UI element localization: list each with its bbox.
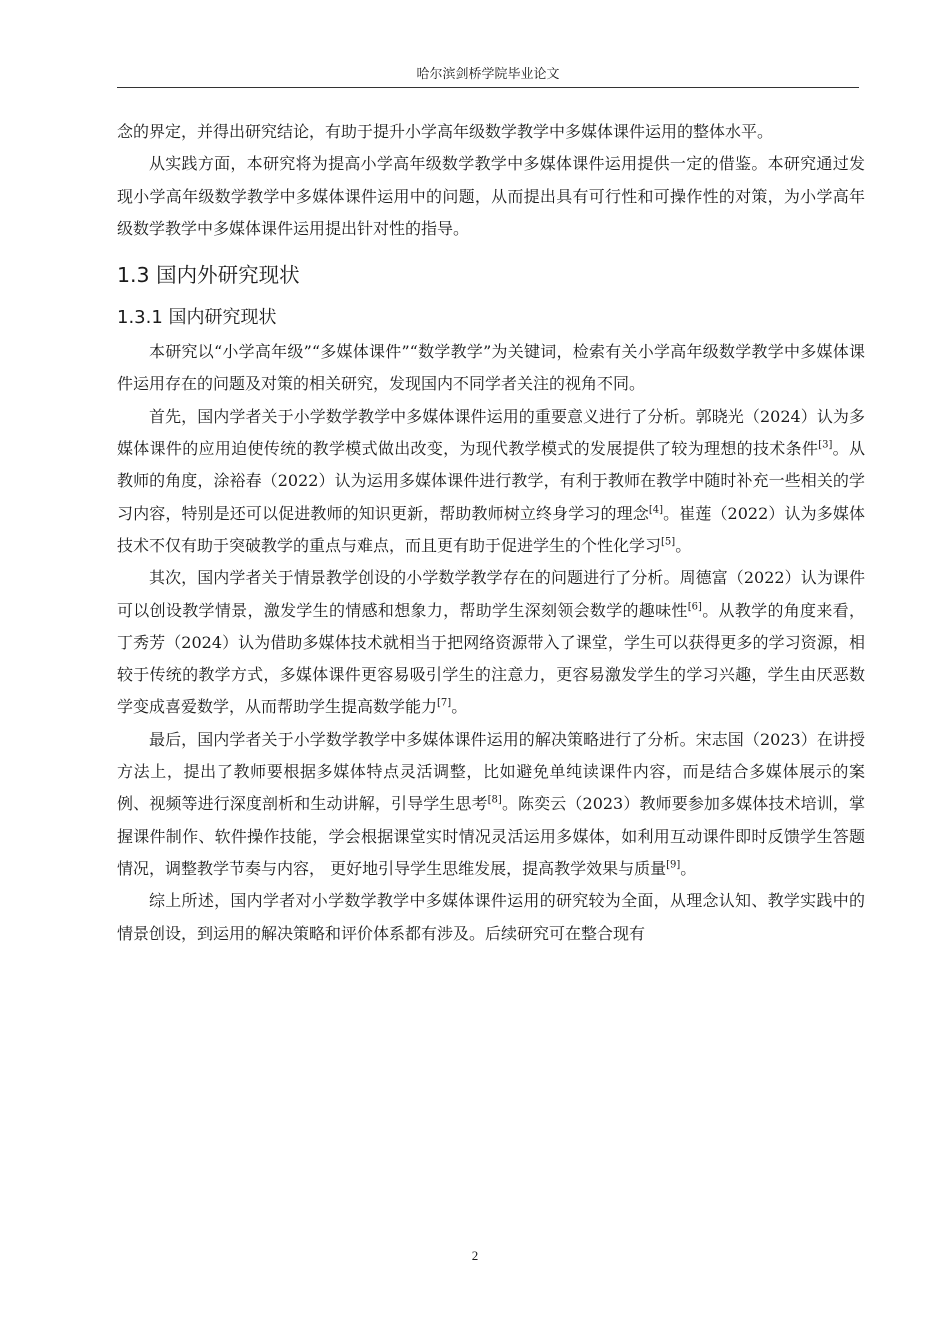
citation-marker: [6] (687, 601, 702, 613)
page-number: 2 (471, 1248, 479, 1263)
text-run: 。 (675, 535, 692, 555)
paragraph (117, 724, 865, 885)
citation-marker: [4] (648, 504, 663, 516)
text-run: 。陈奕云（2023）教师要参加多媒体技术培训，掌握课件制作、软件操作技能，学会根据课堂实时情况灵活运用多媒体，如利用互动课件即时反馈学生答题情况，调整教学节奏与内容， 更好地引导学生思维发展，提高教学效果与质量 (117, 794, 865, 878)
paragraph (117, 401, 865, 562)
paragraph (117, 116, 865, 148)
text-run: 念的界定，并得出研究结论，有助于提升小学高年级数学教学中多媒体课件运用的整体水平。 (117, 122, 774, 141)
citation-marker: [7] (437, 698, 452, 710)
text-run: 从实践方面，本研究将为提高小学高年级数学教学中多媒体课件运用提供一定的借鉴。本研究通过发现小学高年级数学教学中多媒体课件运用中的问题，从而提出具有可行性和可操作性的对策，为小学高年级数学教学中多媒体课件运用提出针对性的指导。 (117, 154, 865, 238)
paragraph (117, 885, 865, 950)
text-run: 最后，国内学者关于小学数学教学中多媒体课件运用的解决策略进行了分析。宋志国（2023）在讲授方法上，提出了教师要根据多媒体特点灵活调整，比如避免单纯读课件内容，而是结合多媒体展示的案例、视频等进行深度剖析和生动讲解，引导学生思考 (117, 729, 865, 814)
text-run: 。从教师的角度，涂裕春（2022）认为运用多媒体课件进行教学，有利于教师在教学中随时补充一些相关的学习内容，特别是还可以促进教师的知识更新，帮助教师树立终身学习的理念 (117, 439, 865, 523)
text-run: 。 (451, 697, 468, 717)
paragraph (117, 148, 865, 245)
text-run: 首先，国内学者关于小学数学教学中多媒体课件运用的重要意义进行了分析。郭晓光（2024）认为多媒体课件的应用迫使传统的教学模式做出改变，为现代教学模式的发展提供了较为理想的技术条件 (117, 406, 865, 459)
citation-marker: [3] (818, 439, 833, 451)
paragraph (117, 336, 865, 401)
subsection-heading: 1.3.1 国内研究现状 (117, 307, 277, 329)
page-header (117, 62, 859, 88)
citation-marker: [5] (661, 536, 676, 548)
citation-marker: [8] (487, 795, 502, 807)
paragraph (117, 562, 865, 723)
text-run: 其次，国内学者关于情景教学创设的小学数学教学存在的问题进行了分析。周德富（2022）认为课件可以创设教学情景，激发学生的情感和想象力，帮助学生深刻领会数学的趣味性 (117, 568, 865, 620)
text-run: 。崔莲（2022）认为多媒体技术不仅有助于突破教学的重点与难点，而且更有助于促进学生的个性化学习 (117, 503, 865, 555)
text-run: 本研究以“小学高年级”“多媒体课件”“数学教学”为关键词，检索有关小学高年级数学教学中多媒体课件运用存在的问题及对策的相关研究，发现国内不同学者关注的视角不同。 (117, 342, 865, 394)
header-title: 哈尔滨剑桥学院毕业论文 (416, 66, 560, 81)
text-run: 综上所述，国内学者对小学数学教学中多媒体课件运用的研究较为全面，从理念认知、教学实践中的情景创设，到运用的解决策略和评价体系都有涉及。后续研究可在整合现有 (117, 891, 865, 943)
text-run: 。 (680, 858, 697, 878)
section-heading: 1.3 国内外研究现状 (117, 263, 300, 288)
citation-marker: [9] (666, 859, 681, 871)
document-body (117, 116, 865, 950)
text-run: 。从教学的角度来看，丁秀芳（2024）认为借助多媒体技术就相当于把网络资源带入了课堂，学生可以获得更多的学习资源，相较于传统的教学方式，多媒体课件更容易吸引学生的注意力，更容易激发学生的学习兴趣，学生由厌恶数学变成喜爱数学，从而帮助学生提高数学能力 (117, 600, 865, 717)
